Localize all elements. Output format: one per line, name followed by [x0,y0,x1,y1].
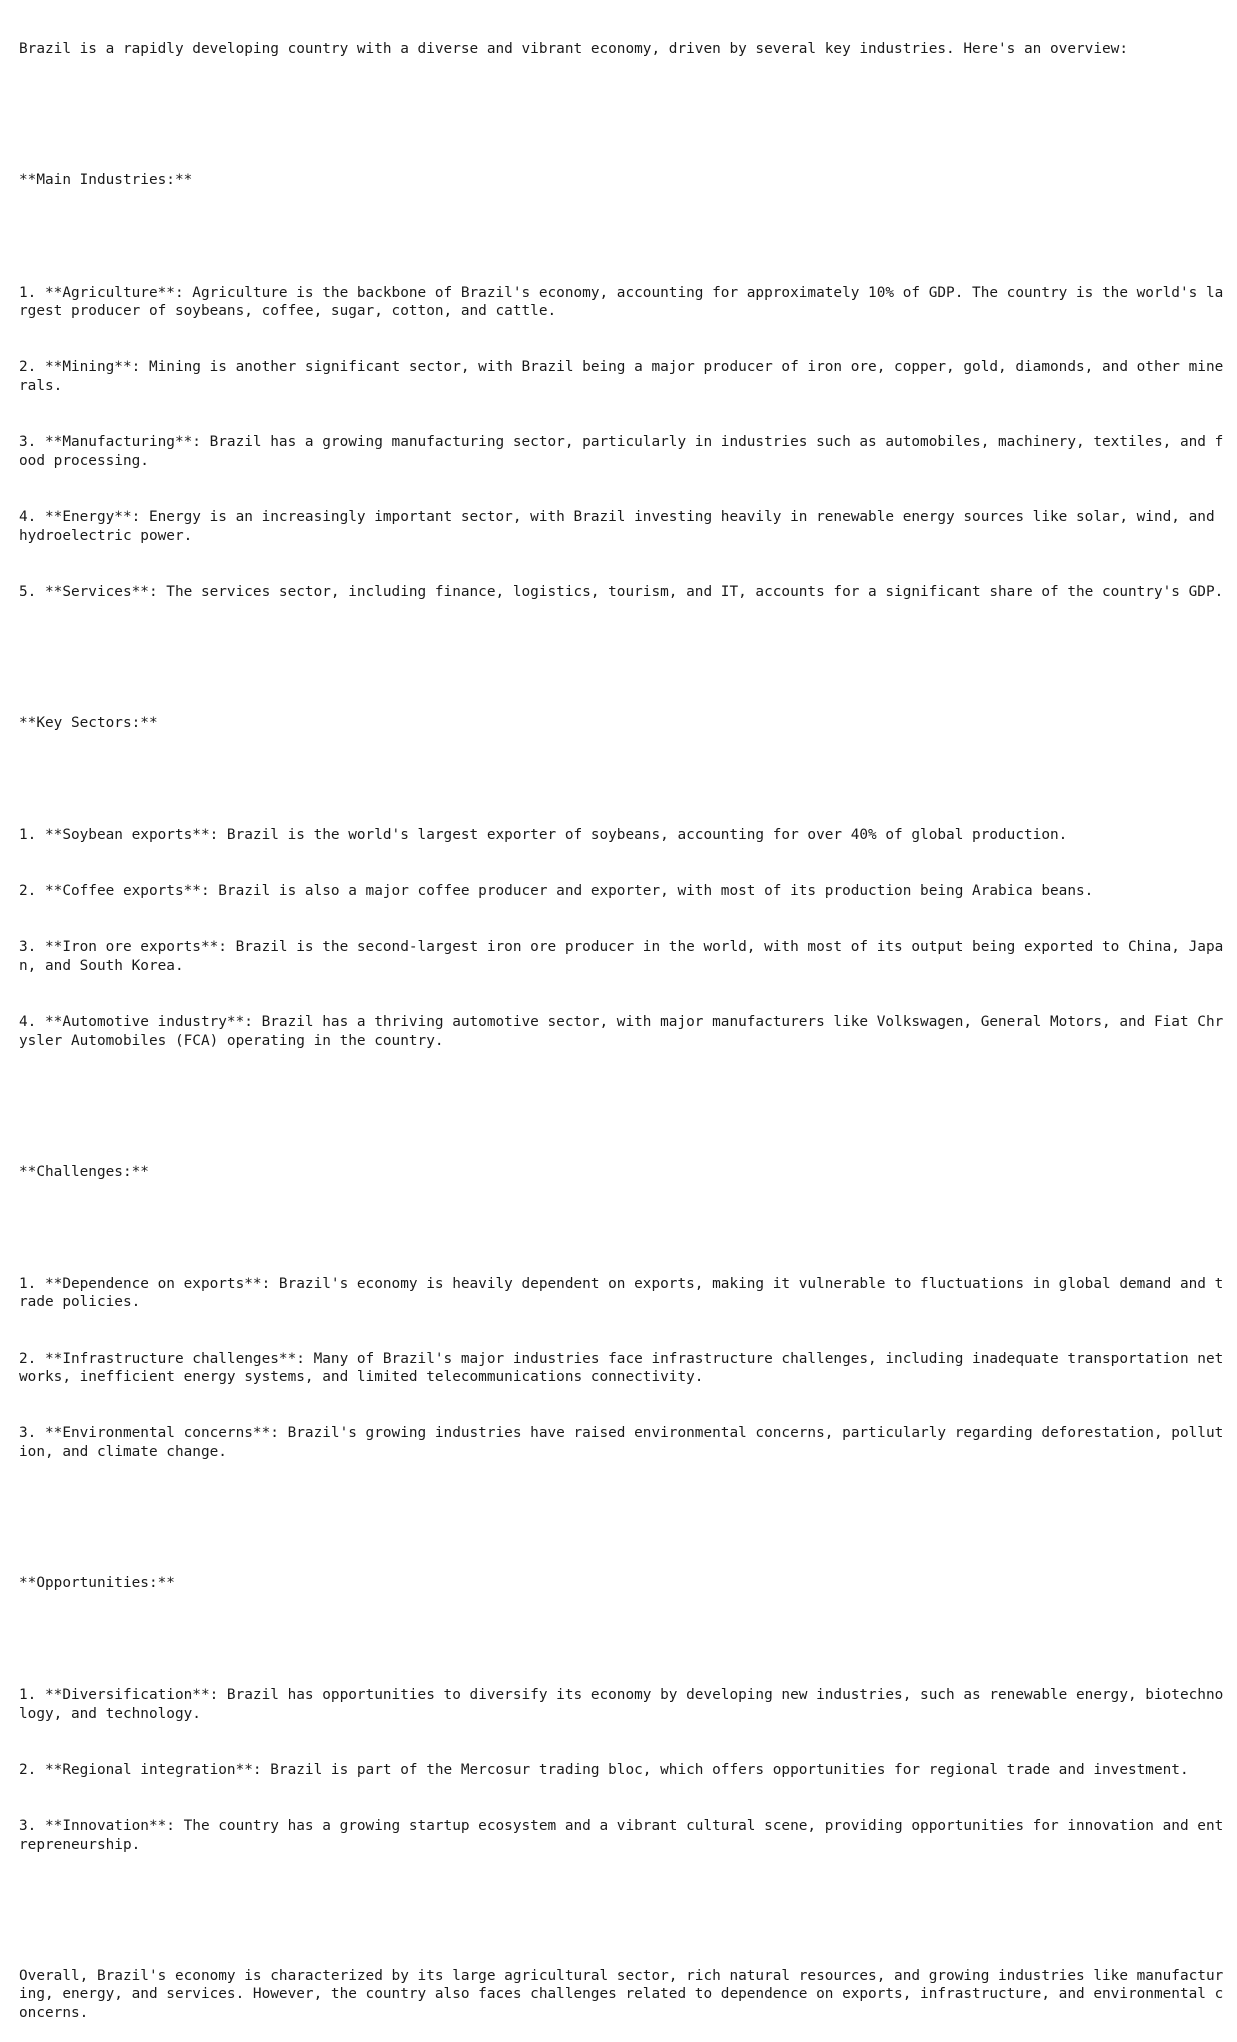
list-item: 1. **Dependence on exports**: Brazil's economy is heavily dependent on exports, making it vulnerable to fluctuations in global demand and trade policies. [19,1275,1224,1311]
spacer [19,1088,1231,1107]
list-item: 3. **Environmental concerns**: Brazil's growing industries have raised environmental concerns, particularly regarding deforestation, pollution, and climate change. [19,1425,1224,1461]
list-item: 5. **Services**: The services sector, including finance, logistics, tourism, and IT, accounts for a significant share of the country's GDP. [19,583,1224,600]
list-item: 4. **Automotive industry**: Brazil has a thriving automotive sector, with major manufacturers like Volkswagen, General Motors, and Fiat Chrysler Automobiles (FCA) operating in the country. [19,1013,1224,1049]
list-item: 2. **Coffee exports**: Brazil is also a major coffee producer and exporter, with most of its production being Arabica beans. [19,882,1094,899]
list-item: 3. **Manufacturing**: Brazil has a growing manufacturing sector, particularly in industries such as automobiles, machinery, textiles, and food processing. [19,434,1224,469]
document-body [19,3,1231,2042]
list-item: 1. **Diversification**: Brazil has opportunities to diversify its economy by developing new industries, such as renewable energy, biotechnology, and technology. [19,1687,1224,1722]
spacer [19,1630,1231,1649]
spacer [19,227,1231,246]
conclusion-paragraph: Overall, Brazil's economy is characterized by its large agricultural sector, rich natural resources, and growing industries like manufacturing, energy, and services. However, the country also faces challenges related to dependence on exports, infrastructure, and environmental concerns. [19,1967,1224,2022]
spacer [19,97,1231,116]
section-heading-main-industries: **Main Industries:** [19,172,193,189]
section-heading-key-sectors: **Key Sectors:** [19,714,158,731]
spacer [19,639,1231,658]
list-item: 3. **Innovation**: The country has a growing startup ecosystem and a vibrant cultural scene, providing opportunities for innovation and entrepreneurship. [19,1818,1224,1853]
spacer [19,1219,1231,1238]
list-item: 1. **Soybean exports**: Brazil is the world's largest exporter of soybeans, accounting for over 40% of global production. [19,826,1068,843]
list-item: 2. **Mining**: Mining is another significant sector, with Brazil being a major producer of iron ore, copper, gold, diamonds, and other minerals. [19,359,1224,395]
list-item: 3. **Iron ore exports**: Brazil is the second-largest iron ore producer in the world, with most of its output being exported to China, Japan, and South Korea. [19,939,1224,974]
spacer [19,1892,1231,1911]
spacer [19,1499,1231,1518]
intro-paragraph: Brazil is a rapidly developing country with a diverse and vibrant economy, driven by several key industries. Here's an overview: [19,41,1128,58]
spacer [19,770,1231,789]
section-heading-opportunities: **Opportunities:** [19,1574,175,1591]
list-item: 4. **Energy**: Energy is an increasingly important sector, with Brazil investing heavily in renewable energy sources like solar, wind, and hydroelectric power. [19,508,1224,544]
section-heading-challenges: **Challenges:** [19,1163,149,1180]
list-item: 1. **Agriculture**: Agriculture is the backbone of Brazil's economy, accounting for approximately 10% of GDP. The country is the world's largest producer of soybeans, coffee, sugar, cotton, and cattle. [19,284,1224,320]
list-item: 2. **Infrastructure challenges**: Many of Brazil's major industries face infrastructure challenges, including inadequate transportation networks, inefficient energy systems, and limited telecommunications connectivity. [19,1350,1224,1386]
list-item: 2. **Regional integration**: Brazil is part of the Mercosur trading bloc, which offers opportunities for regional trade and investment. [19,1761,1189,1778]
